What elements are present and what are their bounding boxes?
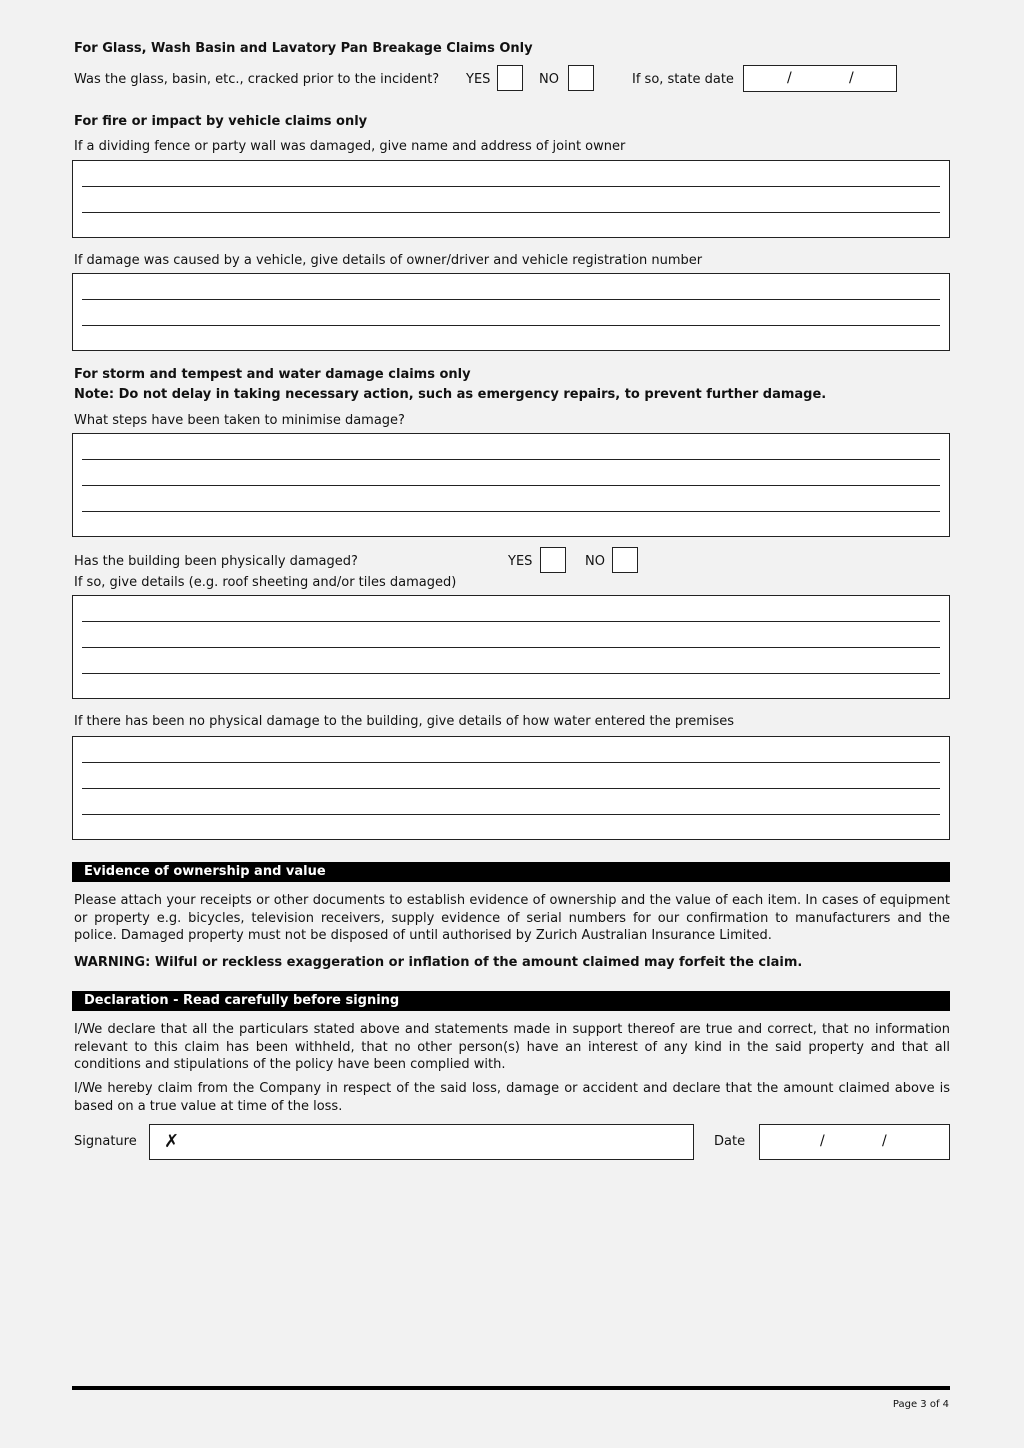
water-question: If there has been no physical damage to the building, give details of how water entered the premises [74, 714, 735, 729]
evidence-section-header: Evidence of ownership and value [72, 862, 950, 882]
glass-yes-checkbox[interactable] [497, 65, 523, 91]
water-answer-box[interactable] [72, 736, 950, 840]
date-separator: / [882, 1133, 887, 1149]
evidence-body: Please attach your receipts or other documents to establish evidence of ownership and the value of each item. In cases of equipment or property e.g. bicycles, television receivers, supply evidence of serial numbers for our confirmation to manufacturers and the police. Damaged property must not be disposed of until authorised by Zurich Australian Insurance Limited. [74, 893, 950, 943]
glass-no-checkbox[interactable] [568, 65, 594, 91]
glass-heading: For Glass, Wash Basin and Lavatory Pan Breakage Claims Only [74, 41, 533, 56]
building-no-label: NO [585, 554, 605, 569]
details-answer-box[interactable] [72, 595, 950, 699]
glass-yes-label: YES [466, 72, 491, 87]
storm-heading: For storm and tempest and water damage claims only [74, 367, 471, 382]
page-number: Page 3 of 4 [892, 1399, 949, 1410]
steps-answer-box[interactable] [72, 433, 950, 537]
glass-date-label: If so, state date [632, 72, 734, 87]
building-no-checkbox[interactable] [612, 547, 638, 573]
building-yes-checkbox[interactable] [540, 547, 566, 573]
date-separator: / [820, 1133, 825, 1149]
signature-mark-icon: ✗ [164, 1131, 180, 1152]
signature-label: Signature [74, 1134, 137, 1149]
building-question: Has the building been physically damaged? [74, 554, 358, 569]
declaration-para-1: I/We declare that all the particulars stated above and statements made in support thereof are true and correct, that no information relevant to this claim has been withheld, that no other person(s) have an interest of any kind in the said property and that all conditions and stipulations of the policy have been complied with. [74, 1022, 950, 1072]
date-separator: / [849, 70, 854, 86]
vehicle-question: If damage was caused by a vehicle, give details of owner/driver and vehicle registration number [74, 253, 703, 268]
fire-heading: For fire or impact by vehicle claims only [74, 114, 368, 129]
glass-date-field[interactable] [743, 65, 897, 92]
glass-question: Was the glass, basin, etc., cracked prior to the incident? [74, 72, 440, 87]
glass-no-label: NO [539, 72, 559, 87]
vehicle-answer-box[interactable] [72, 273, 950, 351]
evidence-warning: WARNING: Wilful or reckless exaggeration or inflation of the amount claimed may forfeit the claim. [74, 955, 803, 970]
declaration-date-field[interactable] [759, 1124, 950, 1160]
details-question: If so, give details (e.g. roof sheeting and/or tiles damaged) [74, 575, 457, 590]
steps-question: What steps have been taken to minimise damage? [74, 413, 405, 428]
date-separator: / [787, 70, 792, 86]
declaration-section-header: Declaration - Read carefully before signing [72, 991, 950, 1011]
fence-answer-box[interactable] [72, 160, 950, 238]
footer-rule [72, 1386, 950, 1390]
declaration-date-label: Date [714, 1134, 746, 1149]
signature-field[interactable] [149, 1124, 694, 1160]
storm-note: Note: Do not delay in taking necessary action, such as emergency repairs, to prevent further damage. [74, 387, 827, 402]
declaration-para-2: I/We hereby claim from the Company in respect of the said loss, damage or accident and declare that the amount claimed above is based on a true value at time of the loss. [74, 1081, 950, 1114]
building-yes-label: YES [508, 554, 533, 569]
fence-question: If a dividing fence or party wall was damaged, give name and address of joint owner [74, 139, 626, 154]
